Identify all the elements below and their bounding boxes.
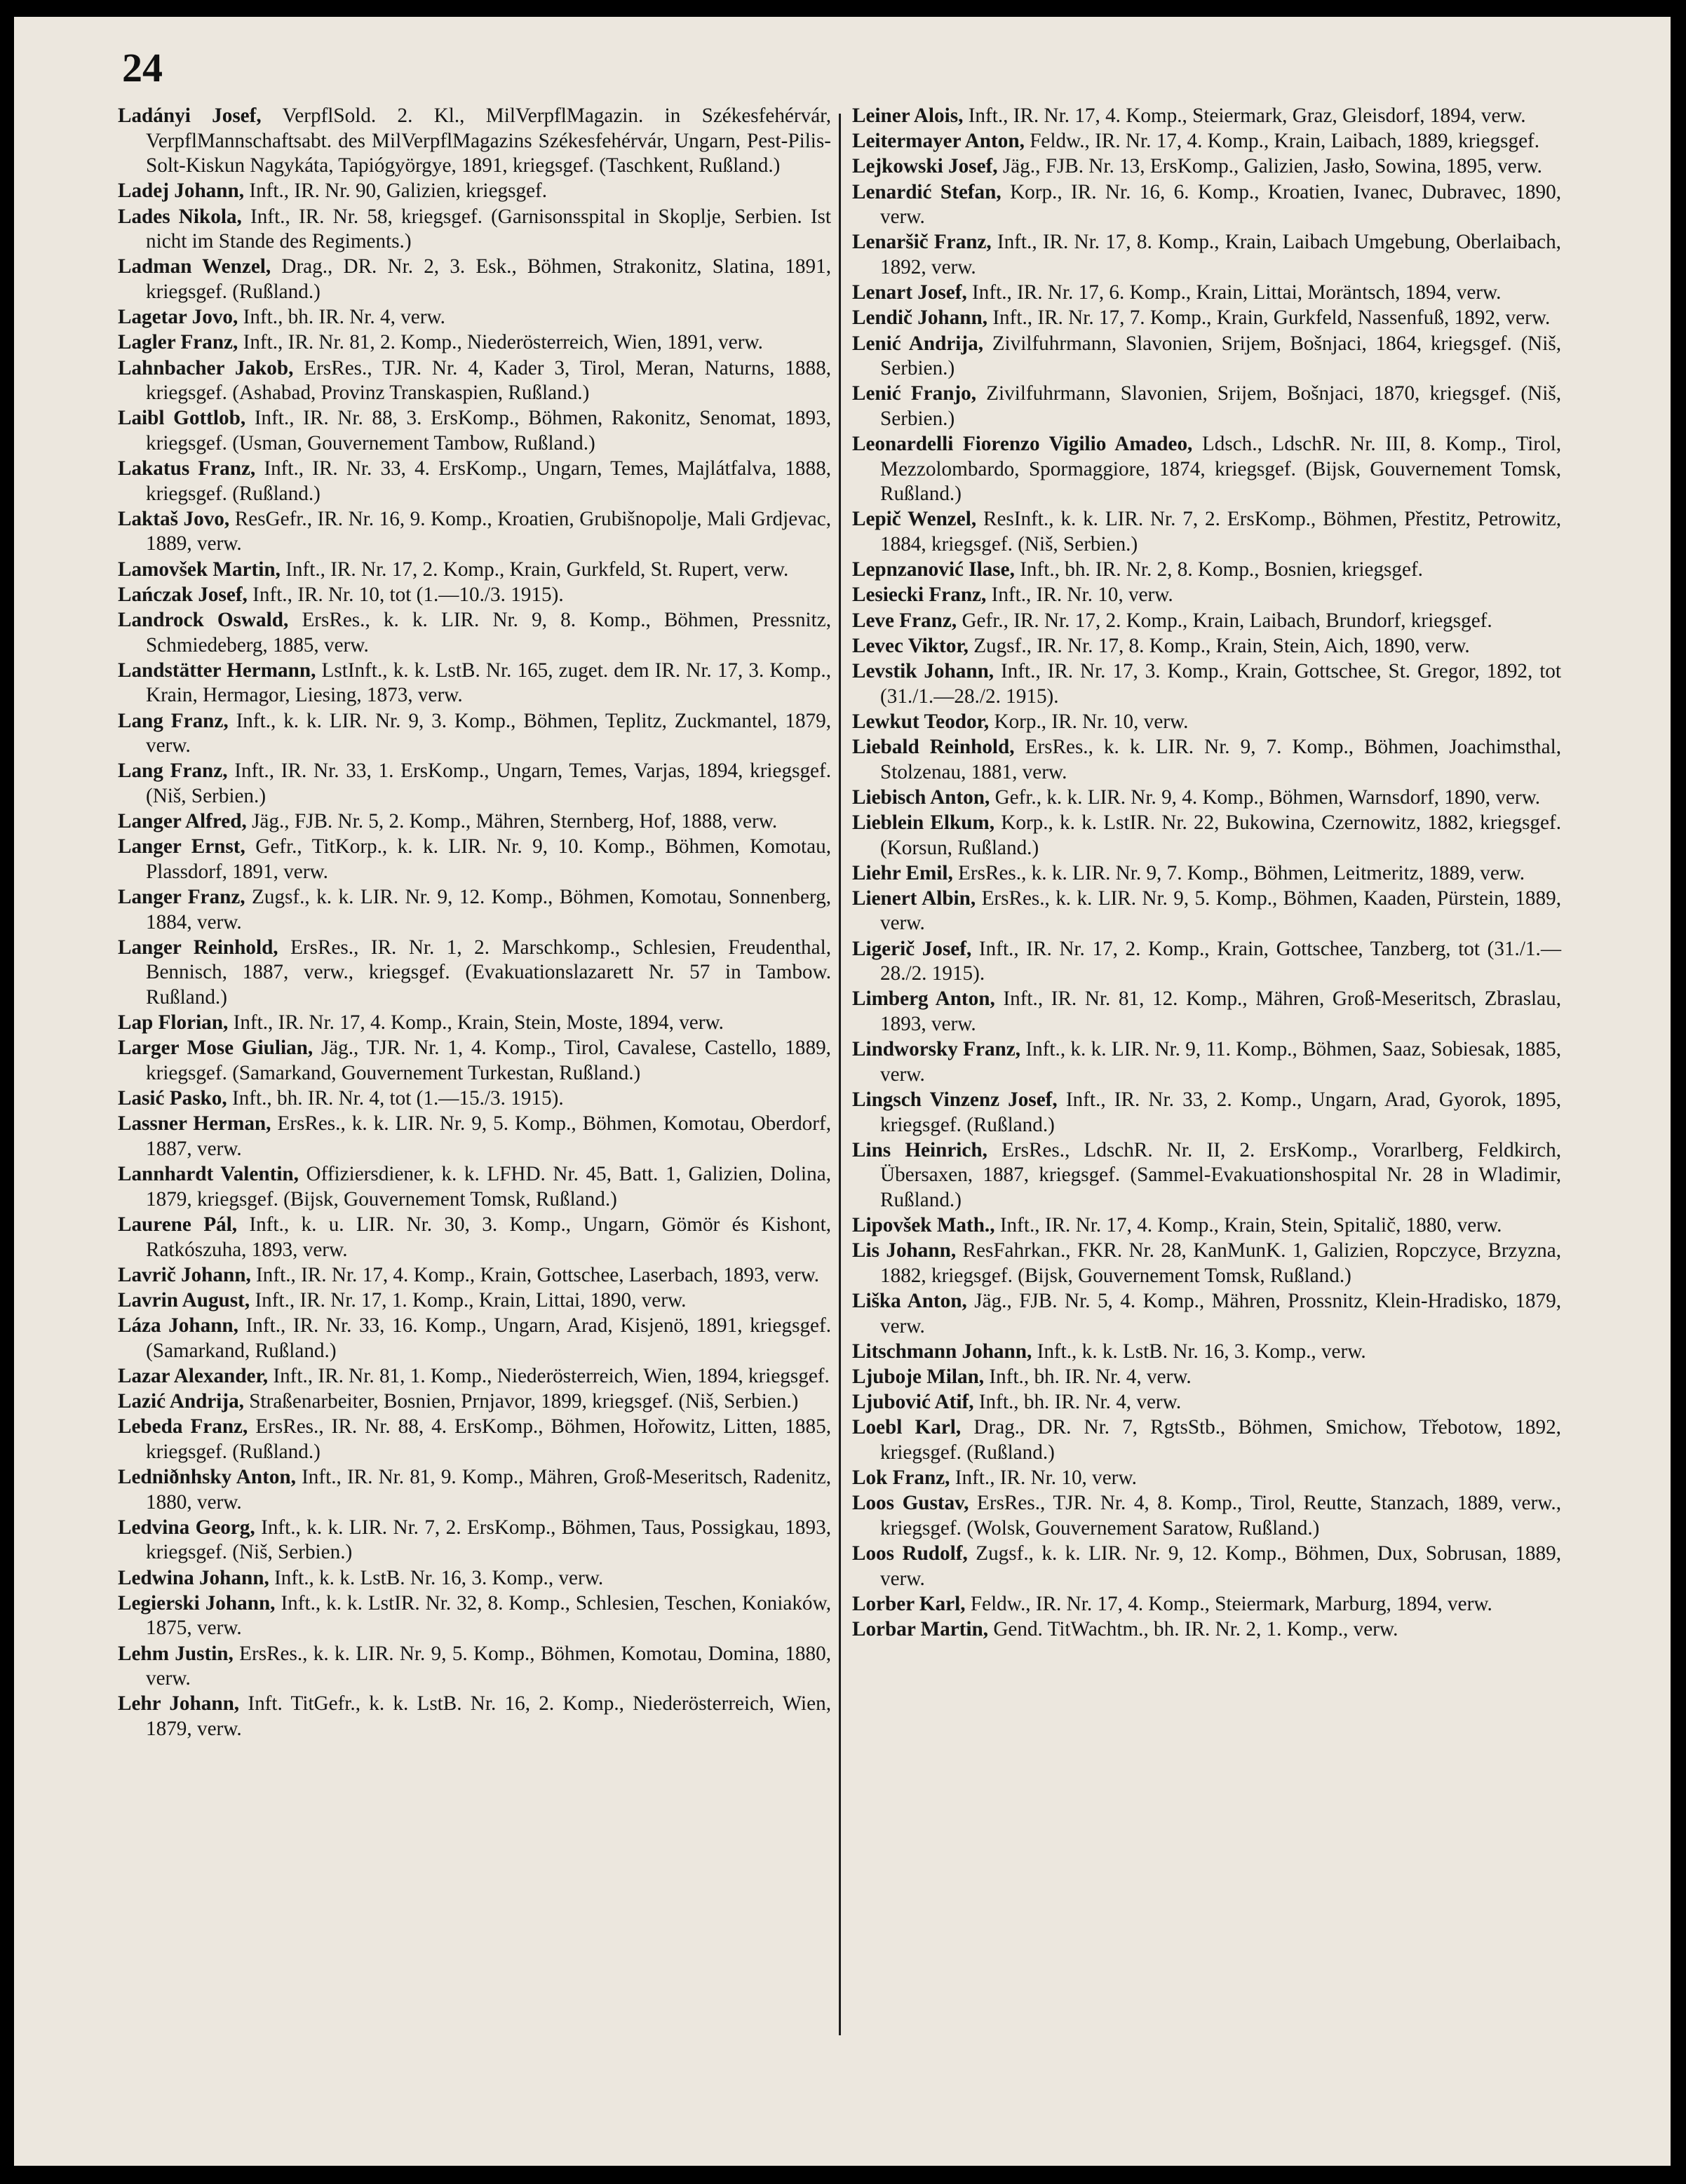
entry-name: Levstik Johann, xyxy=(852,659,994,682)
register-entry xyxy=(118,809,831,835)
entry-details: LstInft., k. k. LstB. Nr. 165, zuget. dem IR. Nr. 17, 3. Komp., Krain, Hermagor, Liesing, 1873, verw. xyxy=(146,659,831,707)
entry-name: Ligerič Josef, xyxy=(852,937,972,960)
entry-name: Lewkut Teodor, xyxy=(852,710,990,733)
entry-details: Inft., k. k. LstB. Nr. 16, 3. Komp., verw. xyxy=(1037,1340,1366,1363)
entry-details: ErsRes., k. k. LIR. Nr. 9, 5. Komp., Böhmen, Komotau, Oberdorf, 1887, verw. xyxy=(146,1112,832,1160)
entry-details: ErsRes., k. k. LIR. Nr. 9, 5. Komp., Böhmen, Kaaden, Pürstein, 1889, verw. xyxy=(880,887,1561,935)
entry-name: Lingsch Vinzenz Josef, xyxy=(852,1088,1058,1111)
entry-name: Lepič Wenzel, xyxy=(852,508,977,531)
register-entry xyxy=(118,759,831,809)
entry-name: Lakatus Franz, xyxy=(118,457,256,480)
entry-name: Lagetar Jovo, xyxy=(118,306,238,329)
register-entry xyxy=(852,735,1561,785)
register-entry xyxy=(118,659,831,708)
register-entry xyxy=(852,1088,1561,1138)
entry-name: Lańczak Josef, xyxy=(118,583,248,606)
entry-name: Liebisch Anton, xyxy=(852,786,990,809)
entry-details: Zugsf., IR. Nr. 17, 8. Komp., Krain, Stein, Aich, 1890, verw. xyxy=(973,634,1470,657)
entry-name: Limberg Anton, xyxy=(852,987,995,1011)
entry-details: Inft., IR. Nr. 81, 2. Komp., Niederösterreich, Wien, 1891, verw. xyxy=(243,331,763,354)
register-entry xyxy=(852,887,1561,936)
entry-details: Jäg., FJB. Nr. 5, 4. Komp., Mähren, Prossnitz, Klein-Hradisko, 1879, verw. xyxy=(880,1290,1561,1337)
entry-details: Inft., IR. Nr. 88, 3. ErsKomp., Böhmen, Rakonitz, Senomat, 1893, kriegsgef. (Usman, Gouvernement Tambow, Rußland.) xyxy=(146,407,832,454)
register-entry xyxy=(118,1415,831,1464)
register-entry xyxy=(118,255,831,304)
register-entry xyxy=(852,281,1561,306)
entry-name: Lendič Johann, xyxy=(852,306,988,330)
entry-name: Langer Ernst, xyxy=(118,835,245,858)
entry-details: ResFahrkan., FKR. Nr. 28, KanMunK. 1, Galizien, Ropczyce, Brzyzna, 1882, kriegsgef. (Bijsk, Gouvernement Tomsk, Rußland.) xyxy=(880,1239,1561,1287)
register-entry xyxy=(118,1162,831,1212)
entry-details: ErsRes., k. k. LIR. Nr. 9, 5. Komp., Böhmen, Komotau, Domina, 1880, verw. xyxy=(146,1642,832,1690)
entry-details: Inft., bh. IR. Nr. 2, 8. Komp., Bosnien, kriegsgef. xyxy=(1020,558,1423,581)
entry-name: Lok Franz, xyxy=(852,1467,950,1490)
entry-name: Lang Franz, xyxy=(118,709,229,732)
entry-name: Loos Gustav, xyxy=(852,1492,969,1515)
entry-name: Laibl Gottlob, xyxy=(118,407,246,430)
register-entry xyxy=(852,937,1561,987)
register-entry xyxy=(852,1592,1561,1617)
entry-details: Inft., IR. Nr. 17, 7. Komp., Krain, Gurkfeld, Nassenfuß, 1892, verw. xyxy=(992,306,1551,330)
register-entry xyxy=(118,1288,831,1314)
entry-name: Landstätter Hermann, xyxy=(118,659,316,682)
entry-details: Feldw., IR. Nr. 17, 4. Komp., Krain, Laibach, 1889, kriegsgef. xyxy=(1030,130,1540,153)
entry-name: Langer Franz, xyxy=(118,886,245,909)
entry-name: Lieblein Elkum, xyxy=(852,811,995,834)
entry-details: Inft., IR. Nr. 33, 1. ErsKomp., Ungarn, Temes, Varjas, 1894, kriegsgef. (Niš, Serbien.) xyxy=(146,760,832,807)
entry-details: Inft., IR. Nr. 17, 4. Komp., Steiermark, Graz, Gleisdorf, 1894, verw. xyxy=(968,105,1526,127)
register-entry xyxy=(852,1617,1561,1643)
entry-details: Inft., IR. Nr. 81, 9. Komp., Mähren, Groß-Meseritsch, Radenitz, 1880, verw. xyxy=(146,1466,832,1514)
entry-details: Inft., k. u. LIR. Nr. 30, 3. Komp., Ungarn, Gömör és Kishont, Ratkószuha, 1893, verw. xyxy=(146,1213,831,1261)
entry-name: Lejkowski Josef, xyxy=(852,155,998,178)
entry-details: ErsRes., k. k. LIR. Nr. 9, 8. Komp., Böhmen, Pressnitz, Schmiedeberg, 1885, verw. xyxy=(146,609,832,656)
entry-name: Loebl Karl, xyxy=(852,1416,962,1439)
entry-name: Lenić Franjo, xyxy=(852,382,977,405)
register-entry xyxy=(852,987,1561,1037)
entry-details: Korp., k. k. LstIR. Nr. 22, Bukowina, Czernowitz, 1882, kriegsgef. (Korsun, Rußland.) xyxy=(880,811,1562,859)
register-entry xyxy=(852,1365,1561,1390)
entry-details: Inft., IR. Nr. 81, 1. Komp., Niederösterreich, Wien, 1894, kriegsgef. xyxy=(273,1364,830,1387)
register-entry xyxy=(852,382,1561,431)
entry-details: Jäg., FJB. Nr. 13, ErsKomp., Galizien, Jasło, Sowina, 1895, verw. xyxy=(1002,155,1542,178)
entry-name: Lehr Johann, xyxy=(118,1692,240,1715)
register-entry xyxy=(852,104,1561,129)
entry-name: Liehr Emil, xyxy=(852,861,953,884)
entry-details: Feldw., IR. Nr. 17, 4. Komp., Steiermark, Marburg, 1894, verw. xyxy=(970,1593,1492,1615)
register-entry xyxy=(852,154,1561,180)
entry-details: Inft., IR. Nr. 17, 4. Komp., Krain, Stein, Spitalič, 1880, verw. xyxy=(999,1214,1502,1237)
register-entry xyxy=(118,1112,831,1161)
register-entry xyxy=(118,583,831,608)
register-entry xyxy=(118,1566,831,1591)
entry-name: Lenardić Stefan, xyxy=(852,180,1002,203)
entry-details: Inft., bh. IR. Nr. 4, verw. xyxy=(978,1391,1182,1414)
entry-details: Korp., IR. Nr. 10, verw. xyxy=(994,710,1189,733)
register-entry xyxy=(852,811,1561,861)
entry-name: Lannhardt Valentin, xyxy=(118,1163,299,1186)
entry-details: Inft., IR. Nr. 17, 3. Komp., Krain, Gottschee, St. Gregor, 1892, tot (31./1.—28./2. 1915). xyxy=(880,659,1562,708)
entry-name: Leve Franz, xyxy=(852,609,957,632)
register-entry xyxy=(852,1542,1561,1591)
register-entry xyxy=(118,1213,831,1262)
register-entry xyxy=(852,583,1561,608)
entry-details: ErsRes., k. k. LIR. Nr. 9, 7. Komp., Böhmen, Joachimsthal, Stolzenau, 1881, verw. xyxy=(880,735,1561,783)
entry-name: Lis Johann, xyxy=(852,1239,957,1262)
entry-details: Zugsf., k. k. LIR. Nr. 9, 12. Komp., Böhmen, Komotau, Sonnenberg, 1884, verw. xyxy=(146,886,831,933)
register-entry xyxy=(118,1465,831,1515)
entry-name: Lades Nikola, xyxy=(118,205,242,228)
entry-name: Lenaršič Franz, xyxy=(852,231,992,254)
entry-details: Inft., bh. IR. Nr. 4, verw. xyxy=(989,1366,1192,1389)
entry-details: Gefr., IR. Nr. 17, 2. Komp., Krain, Laibach, Brundorf, kriegsgef. xyxy=(962,609,1492,632)
register-entry xyxy=(852,861,1561,887)
entry-details: Inft., IR. Nr. 17, 6. Komp., Krain, Littai, Moräntsch, 1894, verw. xyxy=(972,281,1502,304)
entry-details: ErsRes., IR. Nr. 88, 4. ErsKomp., Böhmen, Hořowitz, Litten, 1885, kriegsgef. (Rußland.) xyxy=(146,1415,831,1463)
entry-name: Lehm Justin, xyxy=(118,1642,234,1665)
entry-details: Zugsf., k. k. LIR. Nr. 9, 12. Komp., Böhmen, Dux, Sobrusan, 1889, verw. xyxy=(880,1542,1561,1590)
register-entry xyxy=(852,1239,1561,1288)
entry-name: Ljubović Atif, xyxy=(852,1391,974,1414)
register-entry xyxy=(118,1314,831,1363)
entry-details: Offiziersdiener, k. k. LFHD. Nr. 45, Batt. 1, Galizien, Dolina, 1879, kriegsgef. (Bijsk, Gouvernement Tomsk, Rußland.) xyxy=(146,1163,831,1211)
register-entry xyxy=(852,1491,1561,1541)
entry-name: Litschmann Johann, xyxy=(852,1340,1032,1363)
entry-details: Zivilfuhrmann, Slavonien, Srijem, Bošnjaci, 1870, kriegsgef. (Niš, Serbien.) xyxy=(880,382,1561,430)
register-entry xyxy=(118,1591,831,1641)
entry-name: Landrock Oswald, xyxy=(118,609,289,631)
entry-details: Straßenarbeiter, Bosnien, Prnjavor, 1899, kriegsgef. (Niš, Serbien.) xyxy=(249,1390,799,1413)
entry-details: Inft., IR. Nr. 17, 2. Komp., Krain, Gottschee, Tanzberg, tot (31./1.—28./2. 1915). xyxy=(880,937,1562,985)
register-entry xyxy=(852,558,1561,583)
entry-details: Inft., IR. Nr. 90, Galizien, kriegsgef. xyxy=(249,180,548,203)
entry-name: Lassner Herman, xyxy=(118,1112,271,1135)
entry-name: Liška Anton, xyxy=(852,1290,967,1313)
register-entry xyxy=(118,885,831,935)
entry-name: Langer Alfred, xyxy=(118,810,247,833)
register-entry xyxy=(118,205,831,255)
entry-details: Gefr., TitKorp., k. k. LIR. Nr. 9, 10. Komp., Böhmen, Komotau, Plassdorf, 1891, verw. xyxy=(146,835,832,883)
entry-details: Inft., IR. Nr. 33, 4. ErsKomp., Ungarn, Temes, Majlátfalva, 1888, kriegsgef. (Rußland.) xyxy=(146,457,831,505)
page-number: 24 xyxy=(122,45,163,90)
entry-name: Legierski Johann, xyxy=(118,1591,276,1615)
entry-details: Inft., IR. Nr. 33, 2. Komp., Ungarn, Arad, Gyorok, 1895, kriegsgef. (Rußland.) xyxy=(880,1088,1561,1136)
entry-details: Inft., k. k. LIR. Nr. 9, 11. Komp., Böhmen, Saaz, Sobiesak, 1885, verw. xyxy=(880,1038,1562,1086)
entry-details: ErsRes., LdschR. Nr. II, 2. ErsKomp., Vorarlberg, Feldkirch, Übersaxen, 1887, kriegsgef. (Sammel-Evakuationshospital Nr. 28 in Wladimir, Rußland.) xyxy=(880,1138,1562,1211)
entry-name: Lap Florian, xyxy=(118,1011,229,1034)
entry-details: ErsRes., TJR. Nr. 4, Kader 3, Tirol, Meran, Naturns, 1888, kriegsgef. (Ashabad, Provinz Transkaspien, Rußland.) xyxy=(146,356,831,405)
entry-details: Gend. TitWachtm., bh. IR. Nr. 2, 1. Komp., verw. xyxy=(993,1618,1398,1641)
entry-name: Lorber Karl, xyxy=(852,1593,966,1615)
entry-name: Leonardelli Fiorenzo Vigilio Amadeo, xyxy=(852,433,1193,456)
entry-details: Inft., IR. Nr. 17, 2. Komp., Krain, Gurkfeld, St. Rupert, verw. xyxy=(285,558,789,581)
right-column xyxy=(852,104,1561,1643)
entry-details: Korp., IR. Nr. 16, 6. Komp., Kroatien, Ivanec, Dubravec, 1890, verw. xyxy=(880,180,1561,229)
entry-name: Lorbar Martin, xyxy=(852,1618,989,1641)
entry-name: Lebeda Franz, xyxy=(118,1415,248,1438)
entry-details: ResGefr., IR. Nr. 16, 9. Komp., Kroatien, Grubišnopolje, Mali Grdjevac, 1889, verw. xyxy=(146,507,832,555)
entry-details: Inft. TitGefr., k. k. LstB. Nr. 16, 2. Komp., Niederösterreich, Wien, 1879, verw. xyxy=(146,1692,832,1740)
entry-details: Inft., k. k. LIR. Nr. 7, 2. ErsKomp., Böhmen, Taus, Possigkau, 1893, kriegsgef. (Niš, Serbien.) xyxy=(146,1516,832,1564)
register-entry xyxy=(118,835,831,884)
entry-details: Inft., k. k. LIR. Nr. 9, 3. Komp., Böhmen, Teplitz, Zuckmantel, 1879, verw. xyxy=(146,709,832,757)
entry-details: Ldsch., LdschR. Nr. III, 8. Komp., Tirol, Mezzolombardo, Spormaggiore, 1874, kriegsgef. (Bijsk, Gouvernement Tomsk, Rußland.) xyxy=(880,433,1562,506)
entry-details: Inft., k. k. LstIR. Nr. 32, 8. Komp., Schlesien, Teschen, Koniaków, 1875, verw. xyxy=(146,1591,831,1640)
register-entry xyxy=(118,1389,831,1415)
column-divider xyxy=(839,114,841,2035)
entry-name: Ledwina Johann, xyxy=(118,1566,269,1589)
entry-name: Lazić Andrija, xyxy=(118,1390,244,1413)
register-entry xyxy=(118,608,831,658)
register-entry xyxy=(852,332,1561,382)
entry-details: Inft., bh. IR. Nr. 4, verw. xyxy=(243,306,445,329)
entry-details: Inft., IR. Nr. 10, verw. xyxy=(955,1467,1137,1490)
register-entry xyxy=(118,1036,831,1086)
register-entry xyxy=(852,1390,1561,1415)
entry-name: Ladej Johann, xyxy=(118,180,245,203)
entry-name: Lasić Pasko, xyxy=(118,1087,227,1110)
register-entry xyxy=(852,129,1561,154)
register-entry xyxy=(118,558,831,583)
entry-name: Lavrič Johann, xyxy=(118,1263,251,1286)
register-entry xyxy=(852,1213,1561,1239)
entry-details: ResInft., k. k. LIR. Nr. 7, 2. ErsKomp., Böhmen, Přestitz, Petrowitz, 1884, kriegsgef. (Niš, Serbien.) xyxy=(880,508,1562,556)
register-entry xyxy=(852,710,1561,735)
entry-name: Leiner Alois, xyxy=(852,105,964,127)
left-column xyxy=(118,104,831,1742)
entry-name: Levec Viktor, xyxy=(852,634,969,657)
entry-name: Lavrin August, xyxy=(118,1288,250,1312)
entry-name: Loos Rudolf, xyxy=(852,1542,968,1565)
entry-name: Lienert Albin, xyxy=(852,887,976,910)
entry-details: Inft., IR. Nr. 10, tot (1.—10./3. 1915). xyxy=(252,583,564,606)
register-entry xyxy=(852,609,1561,634)
entry-details: Inft., IR. Nr. 81, 12. Komp., Mähren, Groß-Meseritsch, Zbraslau, 1893, verw. xyxy=(880,987,1562,1036)
entry-name: Lazar Alexander, xyxy=(118,1364,269,1387)
register-entry xyxy=(852,786,1561,811)
register-entry xyxy=(118,1364,831,1389)
entry-name: Lamovšek Martin, xyxy=(118,558,281,581)
entry-details: Drag., DR. Nr. 7, RgtsStb., Böhmen, Smichow, Třebotow, 1892, kriegsgef. (Rußland.) xyxy=(880,1416,1561,1464)
entry-name: Ledvina Georg, xyxy=(118,1516,255,1539)
entry-name: Lagler Franz, xyxy=(118,331,238,354)
entry-details: ErsRes., TJR. Nr. 4, 8. Komp., Tirol, Reutte, Stanzach, 1889, verw., kriegsgef. (Wolsk, Gouvernement Saratow, Rußland.) xyxy=(880,1492,1561,1540)
entry-details: Jäg., TJR. Nr. 1, 4. Komp., Tirol, Cavalese, Castello, 1889, kriegsgef. (Samarkand, Gouvernement Turkestan, Rußland.) xyxy=(146,1037,831,1085)
register-entry xyxy=(118,457,831,506)
entry-details: Drag., DR. Nr. 2, 3. Esk., Böhmen, Strakonitz, Slatina, 1891, kriegsgef. (Rußland.) xyxy=(146,255,831,303)
register-entry xyxy=(118,1692,831,1741)
entry-name: Liebald Reinhold, xyxy=(852,735,1015,758)
register-entry xyxy=(852,659,1561,709)
register-entry xyxy=(852,1138,1561,1213)
entry-name: Ledniðnhsky Anton, xyxy=(118,1466,296,1489)
entry-name: Ljuboje Milan, xyxy=(852,1366,985,1389)
register-entry xyxy=(852,1415,1561,1465)
entry-details: Inft., IR. Nr. 58, kriegsgef. (Garnisonsspital in Skoplje, Serbien. Ist nicht im Stande des Regiments.) xyxy=(146,205,832,253)
register-entry xyxy=(852,432,1561,507)
book-page xyxy=(14,17,1671,2166)
register-entry xyxy=(118,1263,831,1288)
register-entry xyxy=(852,180,1561,230)
entry-details: Inft., IR. Nr. 17, 8. Komp., Krain, Laibach Umgebung, Oberlaibach, 1892, verw. xyxy=(880,231,1561,278)
entry-details: Inft., IR. Nr. 17, 1. Komp., Krain, Littai, 1890, verw. xyxy=(255,1288,687,1312)
entry-details: Inft., IR. Nr. 33, 16. Komp., Ungarn, Arad, Kisjenö, 1891, kriegsgef. (Samarkand, Rußland.) xyxy=(146,1314,832,1362)
register-entry xyxy=(852,306,1561,331)
entry-name: Larger Mose Giulian, xyxy=(118,1037,313,1060)
entry-details: Inft., IR. Nr. 10, verw. xyxy=(991,584,1173,607)
register-entry xyxy=(118,305,831,330)
entry-details: Jäg., FJB. Nr. 5, 2. Komp., Mähren, Sternberg, Hof, 1888, verw. xyxy=(252,810,778,833)
entry-name: Lins Heinrich, xyxy=(852,1138,987,1161)
entry-name: Lesiecki Franz, xyxy=(852,584,987,607)
register-entry xyxy=(118,936,831,1011)
register-entry xyxy=(852,1340,1561,1365)
entry-details: VerpflSold. 2. Kl., MilVerpflMagazin. in Székesfehérvár, VerpflMannschaftsabt. des MilVerpflMagazins Székesfehérvár, Ungarn, Pest-Pilis-Solt-Kiskun Nagykáta, Tapiógyörgye, 1891, kriegsgef. (Taschkent, Rußland.) xyxy=(146,105,831,177)
register-entry xyxy=(118,1516,831,1565)
entry-name: Ladman Wenzel, xyxy=(118,255,271,278)
entry-details: Inft., bh. IR. Nr. 4, tot (1.—15./3. 1915). xyxy=(231,1087,564,1110)
register-entry xyxy=(118,1086,831,1112)
register-entry xyxy=(118,1642,831,1692)
register-entry xyxy=(118,330,831,356)
entry-details: Inft., k. k. LstB. Nr. 16, 3. Komp., verw. xyxy=(274,1566,604,1589)
entry-name: Leitermayer Anton, xyxy=(852,130,1025,153)
register-entry xyxy=(118,507,831,557)
entry-name: Láza Johann, xyxy=(118,1314,238,1337)
entry-name: Lenić Andrija, xyxy=(852,332,984,355)
entry-name: Lindworsky Franz, xyxy=(852,1038,1021,1061)
entry-details: Zivilfuhrmann, Slavonien, Srijem, Bošnjaci, 1864, kriegsgef. (Niš, Serbien.) xyxy=(880,332,1562,380)
entry-name: Lang Franz, xyxy=(118,760,228,783)
register-entry xyxy=(118,406,831,456)
entry-name: Lipovšek Math., xyxy=(852,1214,995,1237)
entry-name: Laktaš Jovo, xyxy=(118,507,230,530)
register-entry xyxy=(118,356,831,406)
entry-name: Lahnbacher Jakob, xyxy=(118,356,294,379)
register-entry xyxy=(852,1037,1561,1087)
entry-name: Laurene Pál, xyxy=(118,1213,238,1236)
register-entry xyxy=(118,104,831,179)
register-entry xyxy=(852,1289,1561,1339)
register-entry xyxy=(852,634,1561,659)
entry-name: Lepnzanović Ilase, xyxy=(852,558,1015,581)
entry-details: Inft., IR. Nr. 17, 4. Komp., Krain, Stein, Moste, 1894, verw. xyxy=(233,1011,724,1034)
register-entry xyxy=(118,709,831,759)
entry-name: Lenart Josef, xyxy=(852,281,967,304)
entry-details: ErsRes., k. k. LIR. Nr. 9, 7. Komp., Böhmen, Leitmeritz, 1889, verw. xyxy=(958,861,1525,884)
entry-name: Langer Reinhold, xyxy=(118,936,278,959)
register-entry xyxy=(118,179,831,204)
register-entry xyxy=(118,1011,831,1036)
entry-details: Inft., IR. Nr. 17, 4. Komp., Krain, Gottschee, Laserbach, 1893, verw. xyxy=(256,1263,820,1286)
register-entry xyxy=(852,230,1561,280)
entry-name: Ladányi Josef, xyxy=(118,105,262,127)
register-entry xyxy=(852,1466,1561,1491)
register-entry xyxy=(852,507,1561,557)
entry-details: ErsRes., IR. Nr. 1, 2. Marschkomp., Schlesien, Freudenthal, Bennisch, 1887, verw., kriegsgef. (Evakuationslazarett Nr. 57 in Tambow. Rußland.) xyxy=(146,936,831,1009)
entry-details: Gefr., k. k. LIR. Nr. 9, 4. Komp., Böhmen, Warnsdorf, 1890, verw. xyxy=(994,786,1541,809)
